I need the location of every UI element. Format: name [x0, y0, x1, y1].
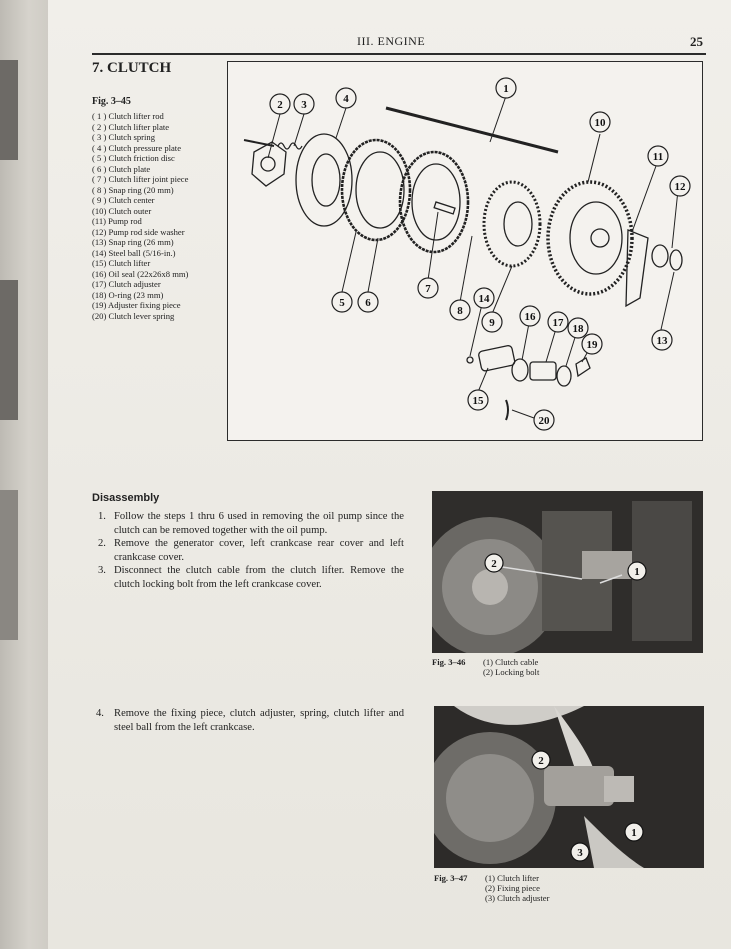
disassembly-step-4	[92, 707, 404, 734]
caption-fig-3-46	[432, 657, 539, 677]
header-rule	[92, 53, 706, 55]
clutch-exploded-diagram	[227, 61, 703, 441]
step-item	[92, 510, 404, 537]
callout-19: 19	[586, 339, 598, 351]
parts-legend-item: (14) Steel ball (5/16-in.)	[92, 247, 176, 258]
step-item	[92, 537, 404, 564]
clutch-outer-inner	[570, 202, 622, 274]
joint-piece-drawing	[434, 202, 455, 214]
parts-legend-item: (17) Clutch adjuster	[92, 279, 161, 289]
adjacent-page-edge	[0, 0, 48, 949]
step-text: Disconnect the clutch cable from the clutch lifter. Remove the clutch locking bolt from the left crankcase cover.	[114, 565, 404, 590]
callout-2: 2	[277, 99, 283, 111]
caption-line: (2) Locking bolt	[483, 667, 540, 677]
lifter-plate-hole	[261, 157, 275, 171]
photo-callout-2: 2	[491, 558, 497, 570]
parts-legend-item: (13) Snap ring (26 mm)	[92, 237, 174, 247]
o-ring-drawing	[557, 366, 571, 386]
pressure-plate-drawing	[296, 134, 352, 226]
parts-legend-item: (19) Adjuster fixing piece	[92, 300, 181, 310]
step-text: Remove the generator cover, left crankcase rear cover and left crankcase cover.	[114, 538, 404, 563]
adjuster-drawing	[530, 362, 556, 380]
oil-seal-drawing	[512, 359, 528, 381]
exploded-view-drawing	[228, 62, 701, 439]
parts-legend-item: ( 9 ) Clutch center	[92, 195, 155, 205]
page-tab-mark	[0, 60, 18, 160]
parts-legend-item: ( 7 ) Clutch lifter joint piece	[92, 174, 189, 184]
callout-4: 4	[343, 93, 349, 105]
friction-disc-inner	[356, 152, 404, 228]
clutch-center-hub	[504, 202, 532, 246]
photo-rendering	[432, 491, 703, 653]
lever-spring-drawing	[506, 400, 508, 420]
parts-legend-item: ( 2 ) Clutch lifter plate	[92, 121, 170, 132]
step-item	[92, 707, 404, 734]
step-text: Follow the steps 1 thru 6 used in removing the oil pump since the clutch can be removed together with the oil pump.	[114, 511, 404, 536]
callout-1: 1	[503, 83, 509, 95]
parts-legend-item: ( 4 ) Clutch pressure plate	[92, 142, 182, 153]
lifter-rod-drawing	[386, 108, 558, 152]
caption-line: (1) Clutch cable	[483, 657, 539, 667]
callout-17: 17	[552, 317, 564, 329]
steel-ball-drawing	[467, 357, 473, 363]
parts-legend-item: ( 1 ) Clutch lifter rod	[92, 111, 164, 121]
snap-ring-drawing	[670, 250, 682, 270]
callout-5: 5	[339, 297, 345, 309]
page-number: 25	[690, 34, 703, 49]
parts-legend-item: (12) Pump rod side washer	[92, 226, 185, 237]
page-tab-mark	[0, 490, 18, 640]
parts-legend-item: ( 6 ) Clutch plate	[92, 163, 151, 174]
caption-figure-label: Fig. 3–47	[434, 873, 468, 883]
clutch-lifter-drawing	[478, 345, 515, 372]
callout-8: 8	[457, 305, 463, 317]
callout-18: 18	[572, 323, 584, 335]
photo-clutch-cable	[432, 491, 703, 653]
callout-10: 10	[594, 117, 606, 129]
photo-clutch-lifter	[434, 706, 704, 868]
lifter-plate-drawing	[252, 142, 286, 186]
clutch-outer-boss	[591, 229, 609, 247]
step-item	[92, 564, 404, 591]
figure-label: Fig. 3–45	[92, 96, 131, 107]
parts-legend-item: (18) O-ring (23 mm)	[92, 289, 164, 300]
parts-legend-item: (11) Pump rod	[92, 216, 142, 226]
running-header: III. ENGINE	[357, 34, 426, 48]
photo-callout-3: 3	[577, 847, 583, 859]
photo-callout-2: 2	[538, 755, 544, 767]
washer-drawing	[652, 245, 668, 267]
callout-12: 12	[674, 181, 686, 193]
parts-legend	[92, 111, 232, 321]
photo-rendering	[434, 706, 704, 868]
callout-16: 16	[524, 311, 536, 323]
photo-callout-1: 1	[634, 566, 640, 578]
disassembly-heading: Disassembly	[92, 492, 160, 504]
step-text: Remove the fixing piece, clutch adjuster, spring, clutch lifter and steel ball from the left crankcase.	[114, 708, 404, 733]
parts-legend-item: (16) Oil seal (22x26x8 mm)	[92, 268, 189, 279]
pressure-plate-hub	[312, 154, 340, 206]
callout-11: 11	[652, 151, 664, 163]
page-tab-mark	[0, 280, 18, 420]
parts-legend-item: (20) Clutch lever spring	[92, 310, 175, 321]
callout-14: 14	[478, 293, 490, 305]
parts-legend-item: ( 3 ) Clutch spring	[92, 132, 156, 142]
callout-13: 13	[656, 335, 668, 347]
clutch-outer-drawing	[548, 182, 632, 294]
parts-legend-item: ( 5 ) Clutch friction disc	[92, 153, 175, 163]
caption-figure-label: Fig. 3–46	[432, 657, 466, 667]
pump-rod-drawing	[626, 230, 648, 306]
step-number: 2.	[98, 538, 106, 549]
step-number: 1.	[98, 511, 106, 522]
disassembly-steps	[92, 510, 404, 591]
callout-7: 7	[425, 283, 431, 295]
caption-line: (2) Fixing piece	[485, 883, 540, 893]
callout-15: 15	[472, 395, 484, 407]
photo-callout-1: 1	[631, 827, 637, 839]
parts-legend-item: (15) Clutch lifter	[92, 258, 151, 268]
step-number: 4.	[96, 708, 104, 719]
callout-20: 20	[538, 415, 550, 427]
callout-3: 3	[301, 99, 307, 111]
caption-line: (1) Clutch lifter	[485, 873, 539, 883]
caption-fig-3-47	[434, 873, 549, 903]
caption-line: (3) Clutch adjuster	[485, 893, 550, 903]
section-title: 7. CLUTCH	[92, 60, 172, 76]
step-number: 3.	[98, 565, 106, 576]
parts-legend-item: ( 8 ) Snap ring (20 mm)	[92, 184, 174, 195]
parts-legend-item: (10) Clutch outer	[92, 205, 152, 216]
callout-9: 9	[489, 317, 495, 329]
callout-6: 6	[365, 297, 371, 309]
